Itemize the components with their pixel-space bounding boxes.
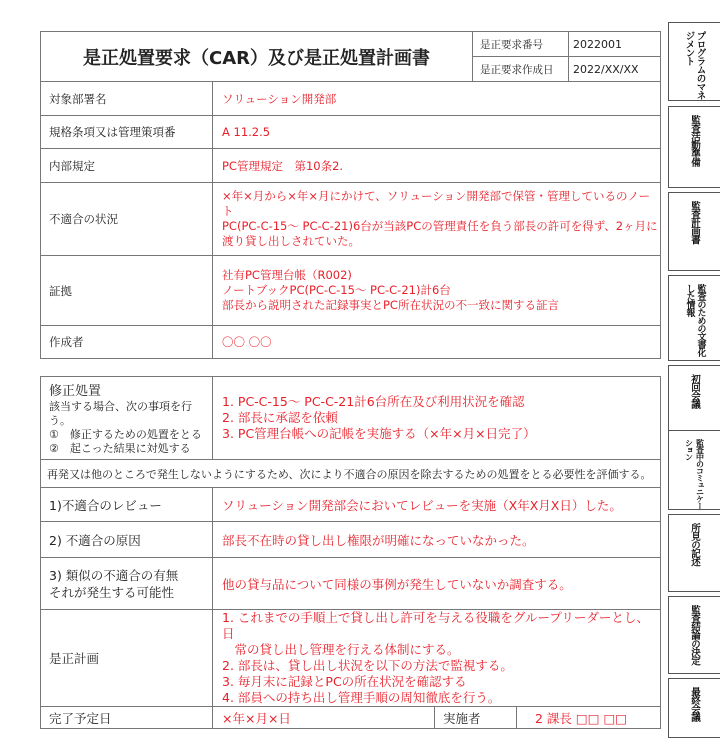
sidebar-item-program-management[interactable] <box>668 22 720 101</box>
implementer-label: 実施者 <box>435 707 517 729</box>
sidebar-item-label: 監査計画書 <box>689 201 700 244</box>
sidebar-item-audit-communication[interactable] <box>668 430 720 510</box>
similar-label-line: それが発生する可能性 <box>49 584 175 600</box>
recurrence-note: 再発又は他のところで発生しないようにするため、次により不適合の原因を除去するための処置をとる必要性を評価する。 <box>41 460 661 488</box>
plan-label: 是正計画 <box>41 610 213 707</box>
department-value: ソリューション開発部 <box>213 82 661 116</box>
sidebar-item-label: 監査のための文書化した情報 <box>684 284 706 356</box>
table-row <box>41 610 661 707</box>
sidebar-item-audit-conclusion[interactable] <box>668 596 720 674</box>
sidebar-item-audit-plan[interactable] <box>668 192 720 271</box>
cause-label: 2) 不適合の原因 <box>41 522 213 558</box>
correction-item: 1. PC-C-15～ PC-C-21計6台所在及び利用状況を確認 <box>222 394 525 409</box>
car-number-label: 是正要求番号 <box>473 32 569 57</box>
nonconformity-line: PC(PC-C-15～ PC-C-21)6台が当該PCの管理責任を負う部長の許可を得ず、2ヶ月に <box>222 219 658 233</box>
similar-label <box>41 558 213 610</box>
author-value: 〇〇 〇〇 <box>213 326 661 359</box>
sidebar-item-label: 監査活動準備 <box>689 115 700 166</box>
car-number: 2022001 <box>569 32 661 57</box>
plan-line: 1. これまでの手順上で貸し出し許可を与える役職をグループリーダーとし、日 <box>222 610 649 641</box>
correction-title: 修正処置 <box>49 384 102 399</box>
table-row <box>41 522 661 558</box>
sidebar-item-label: 監査結論の決定 <box>689 605 700 665</box>
table-row <box>41 183 661 256</box>
sidebar-item-findings[interactable] <box>668 514 720 592</box>
nonconformity-value <box>213 183 661 256</box>
sidebar-item-label: 監査中のコミュニケーション <box>684 439 705 509</box>
table-row <box>41 558 661 610</box>
evidence-value <box>213 256 661 326</box>
correction-item: 3. PC管理台帳への記帳を実施する（×年×月×日完了） <box>222 426 536 441</box>
correction-desc-line: ② 起こった結果に対処する <box>49 442 191 455</box>
plan-line: 4. 部員への持ち出し管理手順の周知徹底を行う。 <box>222 690 501 705</box>
cause-value: 部長不在時の貸し出し権限が明確になっていなかった。 <box>213 522 661 558</box>
clause-value: A 11.2.5 <box>213 116 661 149</box>
nonconformity-line: 渡り貸し出しされていた。 <box>222 234 360 248</box>
created-date-label: 是正要求作成日 <box>473 57 569 82</box>
evidence-label: 証拠 <box>41 256 213 326</box>
table-row <box>41 460 661 488</box>
created-date: 2022/XX/XX <box>569 57 661 82</box>
sidebar-item-label: 所見の記述 <box>689 523 700 566</box>
correction-items <box>213 377 661 460</box>
table-row <box>41 326 661 359</box>
table-row <box>41 256 661 326</box>
plan-lines <box>213 610 661 707</box>
evidence-line: 社有PC管理台帳（R002) <box>222 268 352 282</box>
table-row <box>41 377 661 460</box>
correction-desc-line: 該当する場合、次の事項を行う。 <box>49 400 192 427</box>
review-label: 1)不適合のレビュー <box>41 488 213 522</box>
similar-value: 他の貸与品について同様の事例が発生していないか調査する。 <box>213 558 661 610</box>
sidebar-item-label: 最終会議 <box>689 687 700 721</box>
table-row <box>41 116 661 149</box>
department-label: 対象部署名 <box>41 82 213 116</box>
correction-desc-line: ① 修正するための処置をとる <box>49 428 202 441</box>
corrective-action-table <box>40 376 661 729</box>
similar-label-line: 3) 類似の不適合の有無 <box>49 567 179 583</box>
internal-rule-value: PC管理規定 第10条2. <box>213 149 661 183</box>
implementer-value: 2 課長 □□ □□ <box>517 707 661 729</box>
evidence-line: ノートブックPC(PC-C-15～ PC-C-21)計6台 <box>222 283 451 297</box>
car-header-table <box>40 31 661 359</box>
sidebar-item-label: 初回会議 <box>689 374 700 408</box>
table-row <box>41 488 661 522</box>
clause-label: 規格条項又は管理策項番 <box>41 116 213 149</box>
plan-line: 3. 毎月末に記録とPCの所在状況を確認する <box>222 674 467 689</box>
sidebar-item-closing-meeting[interactable] <box>668 678 720 738</box>
sidebar-item-documented-info[interactable] <box>668 275 720 361</box>
completion-label: 完了予定日 <box>41 707 213 729</box>
nonconformity-label: 不適合の状況 <box>41 183 213 256</box>
sidebar <box>668 22 720 720</box>
sidebar-item-label: プログラムのマネジメント <box>683 31 706 99</box>
internal-rule-label: 内部規定 <box>41 149 213 183</box>
review-value: ソリューション開発部会においてレビューを実施（X年X月X日）した。 <box>213 488 661 522</box>
sidebar-item-audit-preparation[interactable] <box>668 106 720 188</box>
table-row <box>41 82 661 116</box>
plan-line: 常の貸し出し管理を行える体制にする。 <box>222 642 460 657</box>
table-row <box>41 707 661 729</box>
completion-value: ×年×月×日 <box>213 707 435 729</box>
document-title: 是正処置要求（CAR）及び是正処置計画書 <box>41 32 473 82</box>
author-label: 作成者 <box>41 326 213 359</box>
evidence-line: 部長から説明された記録事実とPC所在状況の不一致に関する証言 <box>222 298 559 312</box>
plan-line: 2. 部長は、貸し出し状況を以下の方法で監視する。 <box>222 658 513 673</box>
correction-item: 2. 部長に承認を依頼 <box>222 410 338 425</box>
table-row <box>41 149 661 183</box>
correction-cell <box>41 377 213 460</box>
nonconformity-line: ×年×月から×年×月にかけて、ソリューション開発部で保管・管理しているのノート <box>222 189 651 218</box>
